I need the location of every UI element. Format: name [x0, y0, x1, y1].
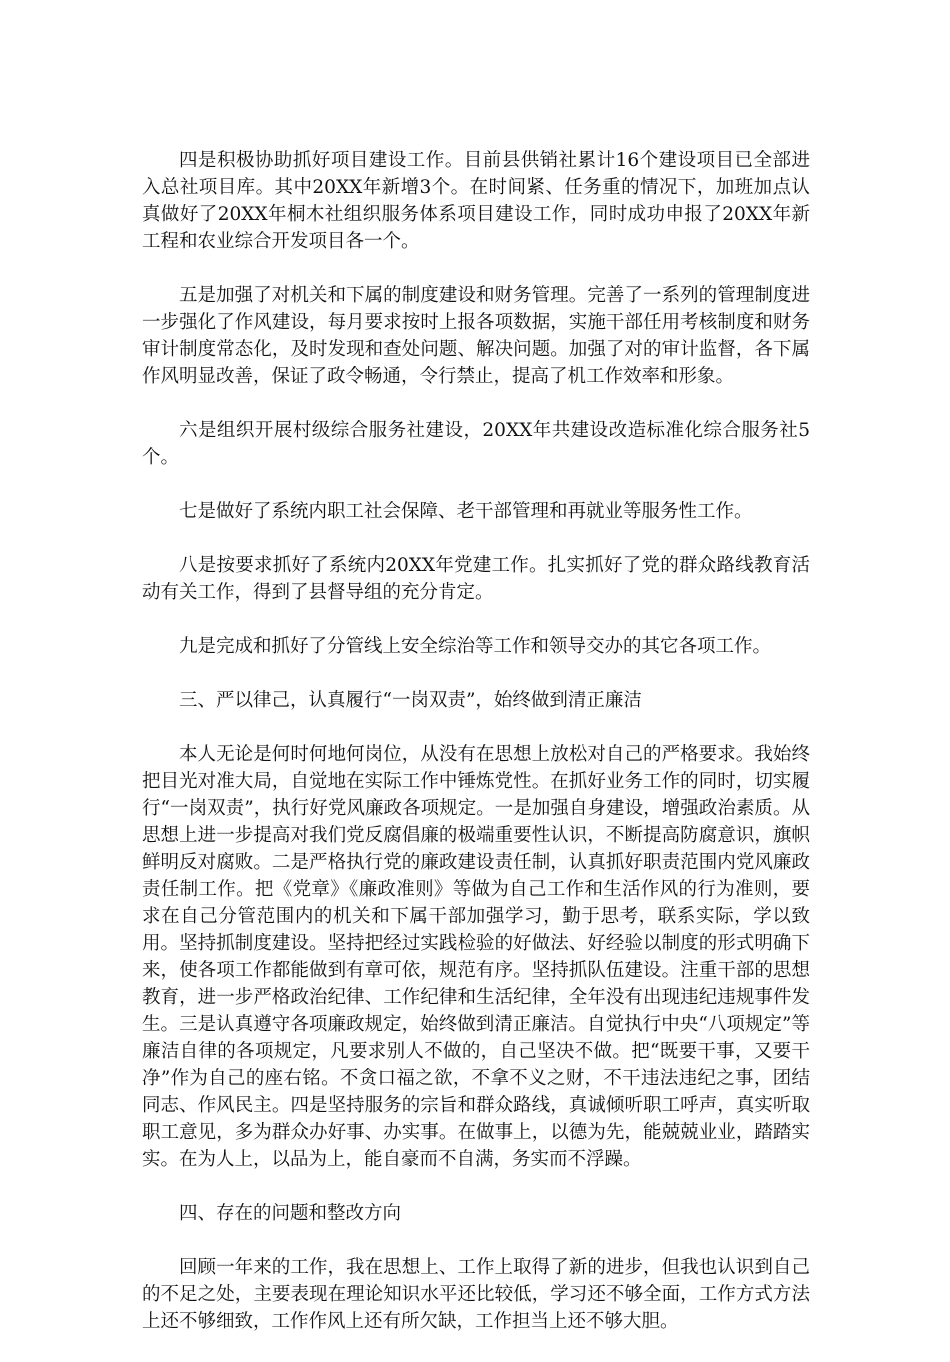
paragraph-safety-work: 九是完成和抓好了分管线上安全综治等工作和领导交办的其它各项工作。 — [179, 636, 772, 657]
paragraph-review: 回顾一年来的工作，我在思想上、工作上取得了新的进步，但我也认识到自己的不足之处，主要表现在理论知识水平还比较低，学习还不够全面，工作方式方法上还不够细致，工作作风上还有所欠缺，工作担当上还不够大胆。 — [142, 1257, 810, 1332]
paragraph-party-building: 八是按要求抓好了系统内20XX年党建工作。扎实抓好了党的群众路线教育活动有关工作，得到了县督导组的充分肯定。 — [142, 555, 810, 603]
paragraph-project-construction: 四是积极协助抓好项目建设工作。目前县供销社累计16个建设项目已全部进入总社项目库。其中20XX年新增3个。在时间紧、任务重的情况下，加班加点认真做好了20XX年桐木社组织服务体系项目建设工作，同时成功申报了20XX年新工程和农业综合开发项目各一个。 — [142, 150, 810, 252]
section-heading-problems: 四、存在的问题和整改方向 — [179, 1203, 402, 1224]
paragraph-village-service: 六是组织开展村级综合服务社建设，20XX年共建设改造标准化综合服务社5个。 — [142, 420, 810, 468]
section-heading-discipline: 三、严以律己，认真履行“一岗双责”，始终做到清正廉洁 — [179, 690, 642, 711]
paragraph-system-finance: 五是加强了对机关和下属的制度建设和财务管理。完善了一系列的管理制度进一步强化了作风建设，每月要求按时上报各项数据，实施干部任用考核制度和财务审计制度常态化，及时发现和查处问题、解决问题。加强了对的审计监督，各下属作风明显改善，保证了政令畅通，令行禁止，提高了机工作效率和形象。 — [142, 285, 810, 387]
paragraph-social-security: 七是做好了系统内职工社会保障、老干部管理和再就业等服务性工作。 — [179, 501, 753, 522]
paragraph-integrity: 本人无论是何时何地何岗位，从没有在思想上放松对自己的严格要求。我始终把目光对准大局，自觉地在实际工作中锤炼党性。在抓好业务工作的同时，切实履行“一岗双责”，执行好党风廉政各项规定。一是加强自身建设，增强政治素质。从思想上进一步提高对我们党反腐倡廉的极端重要性认识，不断提高防腐意识，旗帜鲜明反对腐败。二是严格执行党的廉政建设责任制，认真抓好职责范围内党风廉政责任制工作。把《党章》《廉政准则》等做为自己工作和生活作风的行为准则，要求在自己分管范围内的机关和下属干部加强学习，勤于思考，联系实际，学以致用。坚持抓制度建设。坚持把经过实践检验的好做法、好经验以制度的形式明确下来，使各项工作都能做到有章可依，规范有序。坚持抓队伍建设。注重干部的思想教育，进一步严格政治纪律、工作纪律和生活纪律，全年没有出现违纪违规事件发生。三是认真遵守各项廉政规定，始终做到清正廉洁。自觉执行中央“八项规定”等廉洁自律的各项规定，凡要求别人不做的，自己坚决不做。把“既要干事，又要干净”作为自己的座右铭。不贪口福之欲，不拿不义之财，不干违法违纪之事，团结同志、作风民主。四是坚持服务的宗旨和群众路线，真诚倾听职工呼声，真实听取职工意见，多为群众办好事、办实事。在做事上，以德为先，能兢兢业业，踏踏实实。在为人上，以品为上，能自豪而不自满，务实而不浮躁。 — [142, 744, 810, 1170]
document-body — [142, 147, 810, 1362]
